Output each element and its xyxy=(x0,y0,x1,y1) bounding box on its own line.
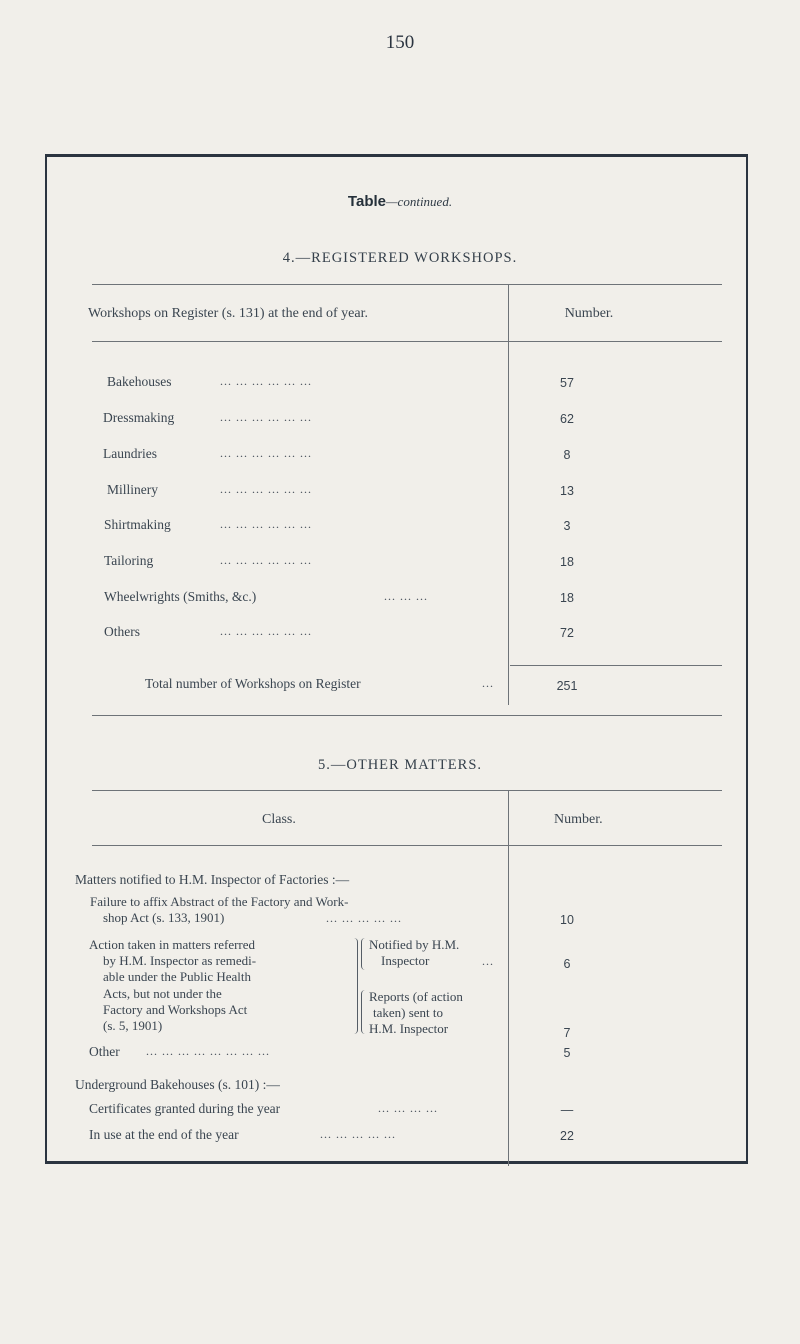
action-text-line: able under the Public Health xyxy=(103,969,252,984)
section-4-column-divider xyxy=(508,285,509,705)
dot-leader: ... xyxy=(482,676,494,690)
section-5-title: 5.—OTHER MATTERS. xyxy=(317,757,483,773)
workshop-row-value: 72 xyxy=(560,626,574,640)
workshop-row-value: 3 xyxy=(563,519,571,533)
reports-line: taken) sent to xyxy=(373,1005,444,1020)
brace-reports xyxy=(361,990,368,1034)
certificates-label: Certificates granted during the year xyxy=(89,1101,281,1116)
section-5-column-divider xyxy=(508,791,509,1166)
certificates-value: — xyxy=(560,1103,574,1117)
brace-notified xyxy=(361,938,368,970)
in-use-label: In use at the end of the year xyxy=(89,1127,239,1142)
action-text-line: Factory and Workshops Act xyxy=(103,1002,248,1017)
section-4-header-top-rule xyxy=(92,284,722,285)
page-number: 150 xyxy=(385,32,415,53)
notified-by-line: Inspector xyxy=(381,953,430,968)
dot-leader: ... ... ... xyxy=(384,589,428,603)
workshop-row-value: 8 xyxy=(563,448,571,462)
action-text-line: Action taken in matters referred xyxy=(89,937,256,952)
notified-by-line: Notified by H.M. xyxy=(369,937,460,952)
section-4-column-header-number: Number. xyxy=(564,306,614,321)
workshop-row-value: 62 xyxy=(560,412,574,426)
failure-value: 10 xyxy=(560,913,574,927)
section-4-column-header-workshops: Workshops on Register (s. 131) at the end of year. xyxy=(88,306,368,321)
workshop-row-value: 18 xyxy=(560,555,574,569)
section-5-column-header-class: Class. xyxy=(262,812,296,827)
dot-leader: ... ... ... ... ... ... xyxy=(220,624,312,638)
dot-leader: ... ... ... ... ... ... xyxy=(220,446,312,460)
workshop-row-label: Dressmaking xyxy=(103,410,175,425)
dot-leader: ... ... ... ... ... ... xyxy=(220,374,312,388)
action-text-line: (s. 5, 1901) xyxy=(103,1018,163,1033)
failure-text-line-2: shop Act (s. 133, 1901) xyxy=(103,910,225,925)
reports-line: H.M. Inspector xyxy=(369,1021,449,1036)
other-label: Other xyxy=(89,1044,120,1059)
underground-bakehouses-heading: Underground Bakehouses (s. 101) :— xyxy=(75,1077,280,1092)
workshop-row-value: 13 xyxy=(560,484,574,498)
reports-value: 7 xyxy=(563,1026,571,1040)
dot-leader: ... ... ... ... ... ... xyxy=(220,410,312,424)
section-5-column-header-number: Number. xyxy=(554,812,603,827)
brace-left-group xyxy=(351,938,358,1034)
workshop-row-label: Others xyxy=(104,624,140,639)
failure-text-line-1: Failure to affix Abstract of the Factory and Work- xyxy=(90,894,349,909)
workshop-row-value: 18 xyxy=(560,591,574,605)
total-workshops-value: 251 xyxy=(556,679,578,693)
table-title-continued: —continued. xyxy=(386,194,453,209)
workshop-row-label: Wheelwrights (Smiths, &c.) xyxy=(104,589,257,604)
section-4-header-bottom-rule xyxy=(92,341,722,342)
table-title-bold: Table xyxy=(347,193,386,210)
workshop-row-label: Shirtmaking xyxy=(104,517,171,532)
dot-leader: ... ... ... ... ... xyxy=(320,1127,396,1141)
dot-leader: ... ... ... ... ... xyxy=(326,911,402,925)
dot-leader: ... ... ... ... ... ... ... ... xyxy=(146,1044,270,1058)
workshop-row-label: Millinery xyxy=(107,482,158,497)
workshop-row-value: 57 xyxy=(560,376,574,390)
section-5-header-top-rule xyxy=(92,790,722,791)
in-use-value: 22 xyxy=(560,1129,574,1143)
section-5-header-bottom-rule xyxy=(92,845,722,846)
notified-by-value: 6 xyxy=(563,957,571,971)
section-4-bottom-rule xyxy=(92,715,722,716)
workshop-row-label: Laundries xyxy=(103,446,157,461)
total-rule xyxy=(510,665,722,666)
table-title xyxy=(0,193,800,211)
dot-leader: ... xyxy=(482,954,494,968)
other-value: 5 xyxy=(563,1046,571,1060)
dot-leader: ... ... ... ... ... ... xyxy=(220,517,312,531)
dot-leader: ... ... ... ... ... ... xyxy=(220,553,312,567)
action-text-line: by H.M. Inspector as remedi- xyxy=(103,953,257,968)
section-4-title: 4.—REGISTERED WORKSHOPS. xyxy=(282,250,518,266)
notified-matters-heading: Matters notified to H.M. Inspector of Factories :— xyxy=(75,872,350,887)
total-workshops-label: Total number of Workshops on Register xyxy=(145,676,361,691)
workshop-row-label: Tailoring xyxy=(104,553,154,568)
dot-leader: ... ... ... ... xyxy=(378,1101,438,1115)
dot-leader: ... ... ... ... ... ... xyxy=(220,482,312,496)
workshop-row-label: Bakehouses xyxy=(107,374,172,389)
action-text-line: Acts, but not under the xyxy=(103,986,222,1001)
reports-line: Reports (of action xyxy=(369,989,463,1004)
